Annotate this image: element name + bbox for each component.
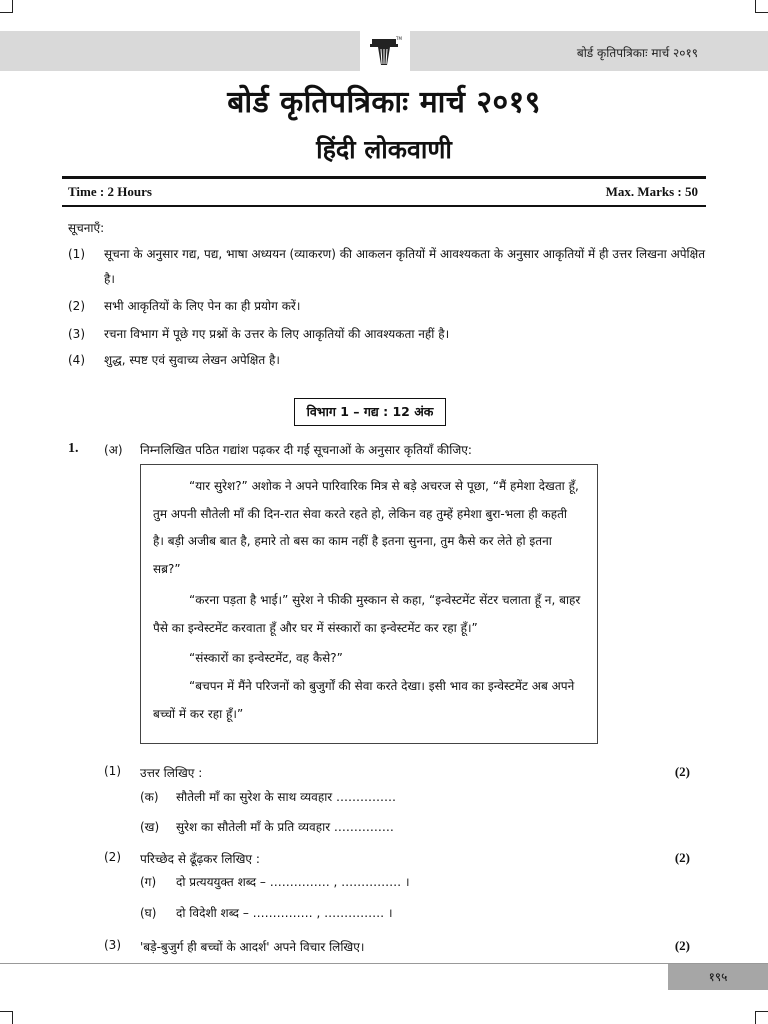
subquestion-item <box>0 818 768 838</box>
crop-mark-top-left <box>0 0 13 13</box>
logo-icon <box>368 35 402 67</box>
subquestion-text: 'बड़े-बुजुर्ग ही बच्चों के आदर्श' अपने विचार लिखिए। <box>140 940 365 954</box>
question-sub-label: (अ) <box>104 443 123 457</box>
subquestion <box>0 764 768 784</box>
question-number: 1. <box>68 441 79 456</box>
subquestion-marks: (2) <box>674 938 690 953</box>
section-heading: विभाग 1 – गद्य : 12 अंक <box>294 398 446 426</box>
subquestion-marks: (2) <box>674 764 690 779</box>
exam-time: Time : 2 Hours <box>68 184 152 199</box>
subquestion-number: (1) <box>104 764 121 778</box>
instruction-number: (2) <box>68 299 85 313</box>
passage-paragraph: “करना पड़ता है भाई।” सुरेश ने फीकी मुस्कान से कहा, “इन्वेस्टमेंट सेंटर चलाता हूँ न, बाहर पैसे का इन्वेस्टमेंट करवाता हूँ और घर में संस्कारों का इन्वेस्टमेंट कर रहा हूँ।” <box>153 593 581 635</box>
publisher-logo <box>360 31 410 71</box>
footer-rule <box>0 963 768 964</box>
instruction-item <box>68 242 708 292</box>
item-text: दो प्रत्यययुक्त शब्द – …………… , …………… । <box>176 875 410 889</box>
running-title: बोर्ड कृतिपत्रिकाः मार्च २०१९ <box>576 46 698 60</box>
page-title: बोर्ड कृतिपत्रिकाः मार्च २०१९ <box>227 85 541 120</box>
max-marks: Max. Marks : 50 <box>605 184 698 199</box>
svg-text:TM: TM <box>396 36 402 41</box>
subquestion <box>0 938 768 958</box>
item-text: सौतेली माँ का सुरेश के साथ व्यवहार …………… <box>176 790 397 804</box>
crop-mark-bottom-left <box>0 1011 13 1024</box>
instruction-text: सूचना के अनुसार गद्य, पद्य, भाषा अध्ययन (व्याकरण) की आकलन कृतियों में आवश्यकता के अनुसार आकृतियों में ही उत्तर लिखना अपेक्षित है। <box>104 247 706 286</box>
instruction-text: रचना विभाग में पूछे गए प्रश्नों के उत्तर के लिए आकृतियों की आवश्यकता नहीं है। <box>104 327 450 341</box>
subquestion-marks: (2) <box>674 850 690 865</box>
passage-paragraph: “बचपन में मैंने परिजनों को बुजुर्गों की सेवा करते देखा। इसी भाव का इन्वेस्टमेंट अब अपने बच्चों में कर रहा हूँ।” <box>153 679 575 721</box>
page-header <box>0 31 768 71</box>
passage-box <box>140 464 598 744</box>
top-rule <box>62 176 706 179</box>
bottom-rule <box>62 205 706 207</box>
instruction-number: (3) <box>68 327 85 341</box>
question-prompt: निम्नलिखित पठित गद्यांश पढ़कर दी गई सूचनाओं के अनुसार कृतियाँ कीजिए: <box>140 443 472 457</box>
subquestion-item <box>0 873 768 893</box>
subquestion-number: (2) <box>104 850 121 864</box>
subquestion <box>0 850 768 870</box>
passage-paragraph: “यार सुरेश?” अशोक ने अपने पारिवारिक मित्र से बड़े अचरज से पूछा, “मैं हमेशा देखता हूँ, तुम अपनी सौतेली माँ की दिन-रात सेवा करते रहते हो, लेकिन वह तुम्हें हमेशा बुरा-भला ही कहती है। बड़ी अजीब बात है, हमारे तो बस का काम नहीं है इतना सुनना, तुम कैसे कर लेते हो इतना सब्र?” <box>153 479 579 576</box>
passage-paragraph: “संस्कारों का इन्वेस्टमेंट, वह कैसे?” <box>189 651 343 665</box>
subquestion-text: परिच्छेद से ढूँढ़कर लिखिए : <box>140 852 260 866</box>
crop-mark-top-right <box>755 0 768 13</box>
instruction-text: सभी आकृतियों के लिए पेन का ही प्रयोग करें। <box>104 299 301 313</box>
item-letter: (ख) <box>140 820 160 834</box>
item-text: सुरेश का सौतेली माँ के प्रति व्यवहार …………… <box>176 820 394 834</box>
instruction-number: (1) <box>68 247 85 261</box>
instruction-text: शुद्ध, स्पष्ट एवं सुवाच्य लेखन अपेक्षित है। <box>104 353 280 367</box>
subject-title: हिंदी लोकवाणी <box>316 135 452 164</box>
item-letter: (ग) <box>140 875 157 889</box>
subquestion-item <box>0 904 768 924</box>
item-letter: (क) <box>140 790 159 804</box>
subquestion-text: उत्तर लिखिए : <box>140 766 203 780</box>
item-text: दो विदेशी शब्द – …………… , …………… । <box>176 906 393 920</box>
item-letter: (घ) <box>140 906 157 920</box>
instruction-number: (4) <box>68 353 85 367</box>
page-number: १९५ <box>668 964 768 990</box>
instructions-heading: सूचनाएँ: <box>68 221 105 235</box>
subquestion-item <box>0 788 768 808</box>
crop-mark-bottom-right <box>755 1011 768 1024</box>
subquestion-number: (3) <box>104 938 121 952</box>
